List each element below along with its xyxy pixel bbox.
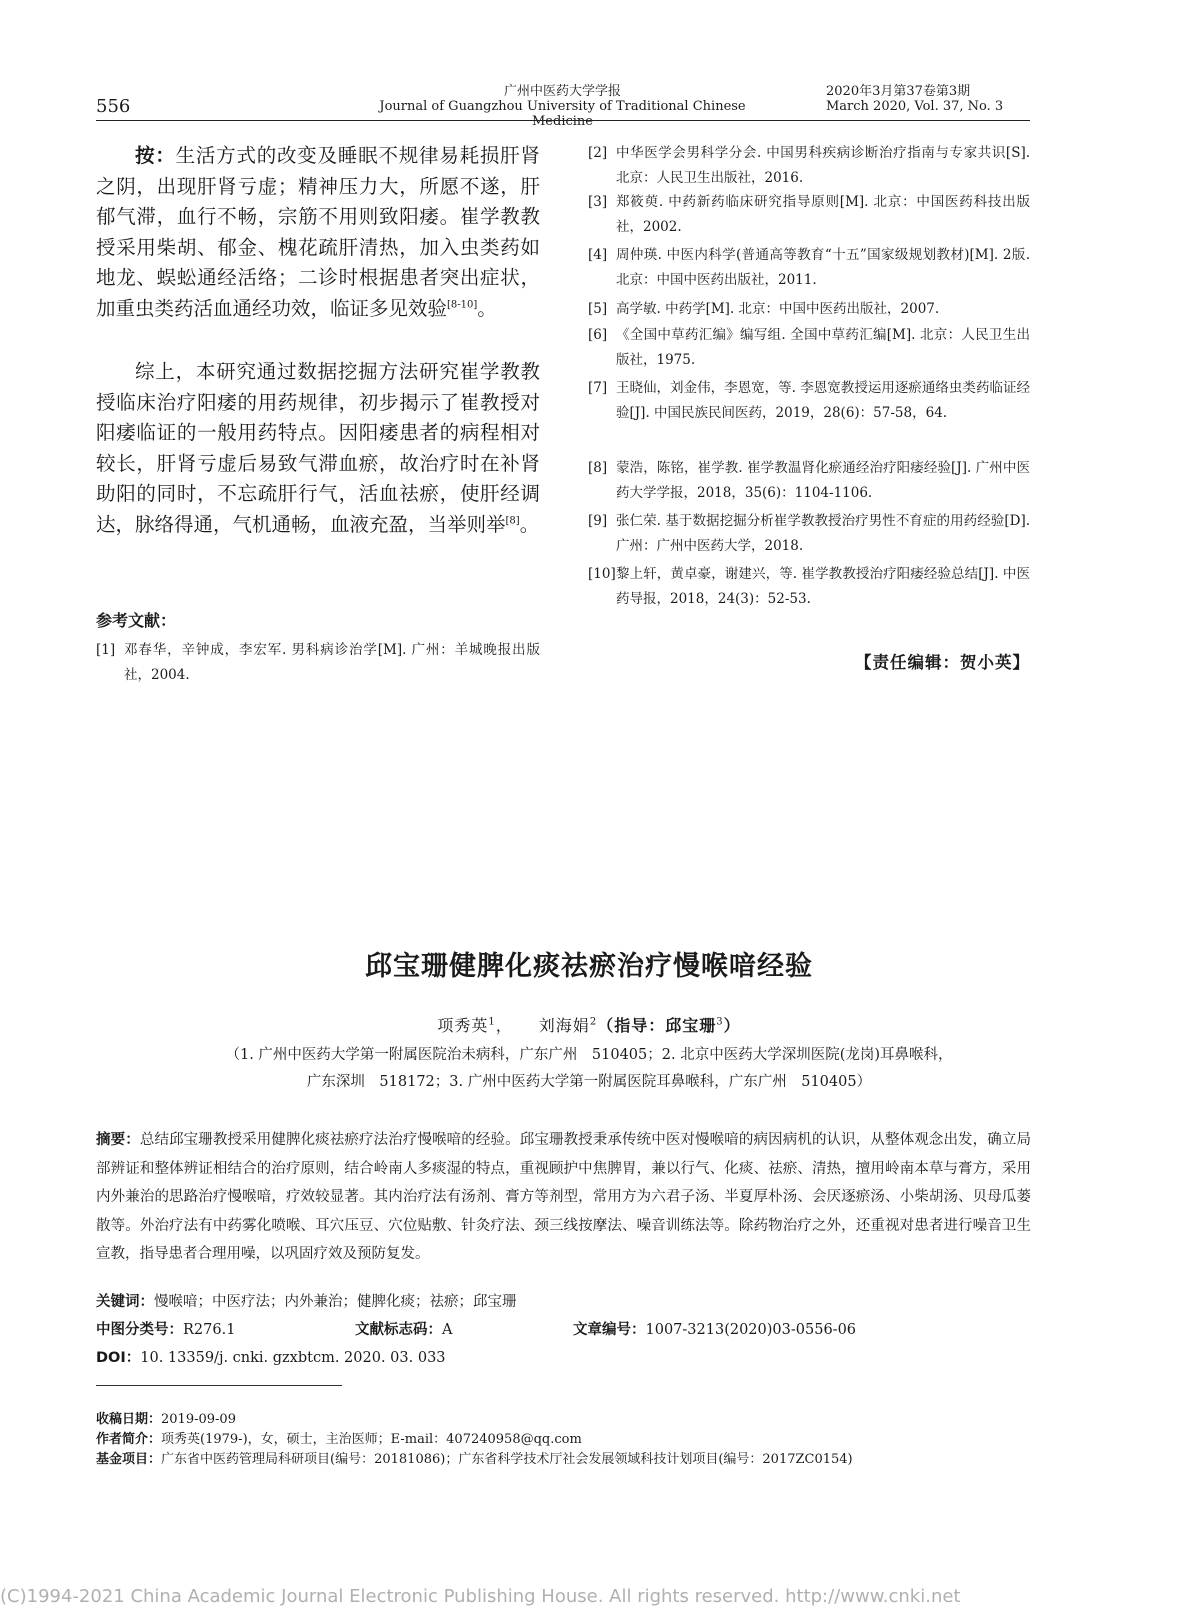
reference-text: 《全国中草药汇编》编写组. 全国中草药汇编[M]. 北京：人民卫生出版社，1975. bbox=[616, 327, 1030, 368]
funding-label: 基金项目： bbox=[96, 1452, 162, 1467]
issue-info-en: March 2020, Vol. 37, No. 3 bbox=[826, 99, 1004, 114]
keywords bbox=[96, 1290, 1031, 1311]
funding bbox=[96, 1448, 853, 1467]
affiliation-marker: 3 bbox=[716, 1016, 724, 1028]
clc-value: R276.1 bbox=[183, 1322, 236, 1338]
reference-text: 中华医学会男科学分会. 中国男科疾病诊断治疗指南与专家共识[S]. 北京：人民卫生出版社，2016. bbox=[616, 145, 1030, 186]
references-heading: 参考文献： bbox=[96, 611, 177, 630]
reference-text: 郑筱萸. 中药新药临床研究指导原则[M]. 北京：中国医药科技出版社，2002. bbox=[616, 194, 1030, 235]
article-id bbox=[573, 1318, 856, 1339]
doi-label: DOI： bbox=[96, 1350, 141, 1366]
article-id-value: 1007-3213(2020)03-0556-06 bbox=[645, 1322, 857, 1338]
commentary-text: 生活方式的改变及睡眠不规律易耗损肝肾之阴，出现肝肾亏虚；精神压力大，所愿不遂，肝郁气滞，血行不畅，宗筋不用则致阳痿。崔学教教授采用柴胡、郁金、槐花疏肝清热，加入虫类药如地龙、蜈蚣通经活络；二诊时根据患者突出症状，加重虫类药活血通经功效，临证多见效验 bbox=[96, 144, 540, 320]
document-code-label: 文献标志码： bbox=[355, 1322, 442, 1338]
reference-text: 高学敏. 中药学[M]. 北京：中国中医药出版社，2007. bbox=[616, 301, 940, 317]
abstract-text: 总结邱宝珊教授采用健脾化痰祛瘀疗法治疗慢喉喑的经验。邱宝珊教授秉承传统中医对慢喉喑的病因病机的认识，从整体观念出发，确立局部辨证和整体辨证相结合的治疗原则，结合岭南人多痰湿的特点，重视顾护中焦脾胃，兼以行气、化痰、祛瘀、清热，擅用岭南本草与膏方，采用内外兼治的思路治疗慢喉喑，疗效较显著。其内治疗法有汤剂、膏方等剂型，常用方为六君子汤、半夏厚朴汤、会厌逐瘀汤、小柴胡汤、贝母瓜蒌散等。外治疗法有中药雾化喷喉、耳穴压豆、穴位贴敷、针灸疗法、颈三线按摩法、噪音训练法等。除药物治疗之外，还重视对患者进行噪音卫生宣教，指导患者合理用噪，以巩固疗效及预防复发。 bbox=[96, 1132, 1032, 1262]
author-bio-text: 项秀英(1979-)，女，硕士，主治医师；E-mail：407240958@qq.com bbox=[161, 1432, 582, 1447]
commentary-label: 按： bbox=[135, 144, 176, 167]
reference-text: 蒙浩，陈铭，崔学教. 崔学教温肾化瘀通经治疗阳痿经验[J]. 广州中医药大学学报，2018，35(6)：1104-1106. bbox=[616, 460, 1030, 501]
reference-number: [6] bbox=[588, 327, 608, 343]
commentary-end: 。 bbox=[477, 296, 497, 320]
advisor-label: （指导： bbox=[597, 1016, 666, 1035]
document-code bbox=[355, 1318, 452, 1339]
received-date bbox=[96, 1408, 236, 1427]
reference-number: [8] bbox=[588, 460, 608, 476]
abstract-label: 摘要： bbox=[96, 1132, 140, 1148]
summary-end: 。 bbox=[519, 512, 540, 536]
author-name: 刘海娟 bbox=[538, 1016, 590, 1035]
received-label: 收稿日期： bbox=[96, 1412, 162, 1427]
reference-item bbox=[588, 297, 1030, 322]
document-code-value: A bbox=[442, 1322, 453, 1338]
author-name: 项秀英 bbox=[437, 1016, 489, 1035]
summary-text: 综上，本研究通过数据挖掘方法研究崔学教教授临床治疗阳痿的用药规律，初步揭示了崔教授对阳痿临证的一般用药特点。因阳痿患者的病程相对较长，肝肾亏虚后易致气滞血瘀，故治疗时在补肾助阳的同时，不忘疏肝行气，活血祛瘀，使肝经调达，脉络得通，气机通畅，血液充盈，当举则举 bbox=[96, 360, 540, 536]
clc-number bbox=[96, 1318, 235, 1339]
keywords-label: 关键词： bbox=[96, 1294, 154, 1310]
reference-text: 黎上轩，黄卓豪，谢建兴，等. 崔学教教授治疗阳痿经验总结[J]. 中医药导报，2018，24(3)：52-53. bbox=[616, 566, 1030, 607]
doi-value: 10. 13359/j. cnki. gzxbtcm. 2020. 03. 033 bbox=[140, 1350, 446, 1366]
reference-number: [7] bbox=[588, 380, 608, 396]
journal-title-cn: 广州中医药大学学报 bbox=[503, 84, 621, 99]
reference-number: [5] bbox=[588, 301, 608, 317]
page-number: 556 bbox=[96, 96, 131, 117]
reference-item bbox=[588, 323, 1030, 372]
copyright-watermark: (C)1994-2021 China Academic Journal Electronic Publishing House. All rights reserved. http://www.cnki.net bbox=[0, 1586, 961, 1607]
reference-item bbox=[588, 456, 1030, 505]
footnote-divider bbox=[96, 1385, 342, 1386]
header-divider bbox=[96, 120, 1030, 121]
affiliation-marker: 2 bbox=[589, 1016, 598, 1028]
reference-number: [2] bbox=[588, 145, 608, 161]
received-value: 2019-09-09 bbox=[161, 1412, 236, 1427]
reference-number: [10] bbox=[588, 566, 616, 582]
issue-info-cn: 2020年3月第37卷第3期 bbox=[826, 84, 971, 99]
reference-item bbox=[588, 509, 1030, 558]
author-line bbox=[0, 1013, 1178, 1036]
reference-number: [9] bbox=[588, 513, 608, 529]
reference-number: [3] bbox=[588, 194, 608, 210]
reference-item bbox=[588, 190, 1030, 239]
author-separator: ， bbox=[495, 1016, 539, 1035]
summary-paragraph bbox=[96, 357, 540, 540]
reference-number: [1] bbox=[96, 642, 116, 658]
reference-item bbox=[588, 243, 1030, 292]
citation-marker: [8] bbox=[505, 515, 520, 526]
article-title: 邱宝珊健脾化痰祛瘀治疗慢喉喑经验 bbox=[365, 951, 813, 982]
reference-text: 邓春华，辛钟成，李宏军. 男科病诊治学[M]. 广州：羊城晚报出版社，2004. bbox=[124, 642, 540, 683]
affiliation-line: 广东深圳 518172；3. 广州中医药大学第一附属医院耳鼻喉科，广东广州 510405） bbox=[306, 1074, 872, 1090]
reference-text: 王晓仙，刘金伟，李恩宽，等. 李恩宽教授运用逐瘀通络虫类药临证经验[J]. 中国民族民间医药，2019，28(6)：57-58，64. bbox=[616, 380, 1030, 421]
advisor-name: 邱宝珊 bbox=[665, 1016, 717, 1035]
reference-item bbox=[588, 376, 1030, 425]
affiliation-marker: 1 bbox=[488, 1016, 496, 1028]
responsible-editor: 【责任编辑：贺小英】 bbox=[855, 653, 1030, 672]
abstract bbox=[96, 1126, 1031, 1269]
keywords-text: 慢喉喑；中医疗法；内外兼治；健脾化痰；祛瘀；邱宝珊 bbox=[154, 1294, 517, 1310]
reference-item bbox=[588, 141, 1030, 190]
funding-text: 广东省中医药管理局科研项目(编号：20181086)；广东省科学技术厅社会发展领域科技计划项目(编号：2017ZC0154) bbox=[161, 1452, 853, 1467]
doi bbox=[96, 1346, 446, 1367]
advisor-end: ） bbox=[723, 1016, 741, 1035]
citation-marker: [8-10] bbox=[447, 299, 478, 310]
author-bio bbox=[96, 1428, 582, 1447]
commentary-paragraph bbox=[96, 141, 540, 324]
reference-text: 周仲瑛. 中医内科学(普通高等教育“十五”国家级规划教材)[M]. 2版. 北京：中国中医药出版社，2011. bbox=[616, 247, 1030, 288]
affiliation-line: （1. 广州中医药大学第一附属医院治未病科，广东广州 510405；2. 北京中医药大学深圳医院(龙岗)耳鼻喉科， bbox=[225, 1047, 953, 1063]
reference-item bbox=[588, 562, 1030, 611]
clc-label: 中图分类号： bbox=[96, 1322, 183, 1338]
article-id-label: 文章编号： bbox=[573, 1322, 646, 1338]
reference-item bbox=[96, 638, 540, 687]
reference-text: 张仁荣. 基于数据挖掘分析崔学教教授治疗男性不育症的用药经验[D]. 广州：广州中医药大学，2018. bbox=[616, 513, 1030, 554]
journal-title-en: Journal of Guangzhou University of Traditional Chinese Medicine bbox=[379, 99, 746, 129]
reference-number: [4] bbox=[588, 247, 608, 263]
author-bio-label: 作者简介： bbox=[96, 1432, 162, 1447]
